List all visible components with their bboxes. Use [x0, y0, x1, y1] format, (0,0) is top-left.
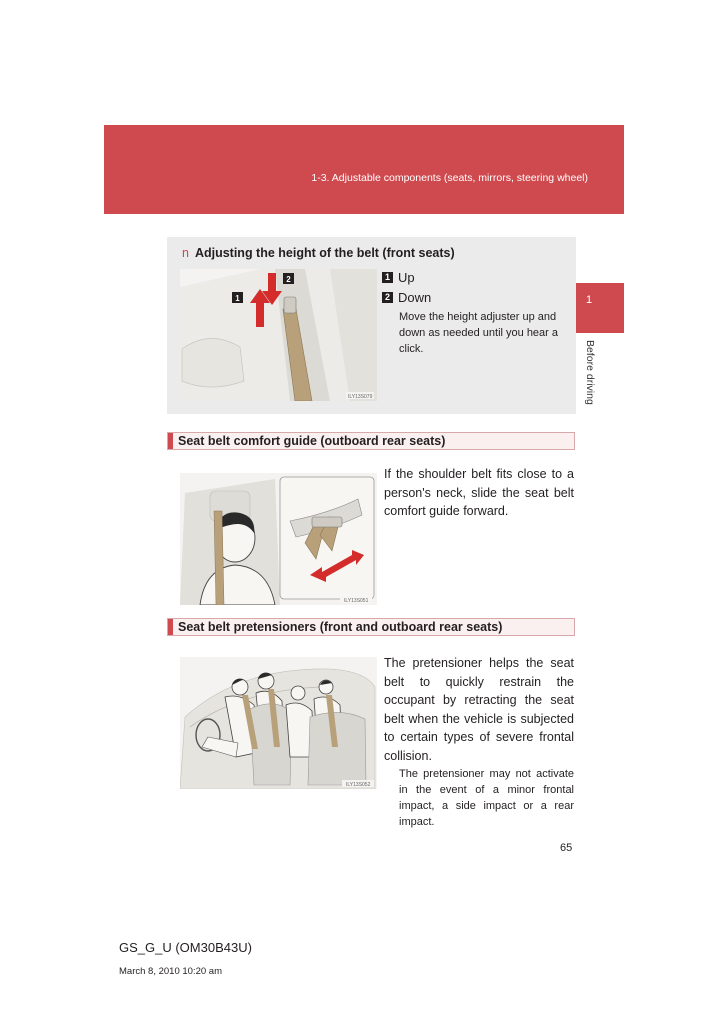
figure-code: ILY13S052 [346, 782, 371, 788]
height-adjust-note: Move the height adjuster up and down as needed until you hear a click. [399, 311, 559, 355]
pretensioners-note: The pretensioner may not activate in the event of a minor frontal impact, a side impact or a rear impact. [399, 768, 574, 828]
number-badge-icon: 1 [382, 272, 393, 283]
legend-item-up [382, 267, 431, 287]
chapter-number: 1 [586, 294, 593, 306]
legend-label: Down [398, 289, 432, 305]
figure-code: ILY13S051 [344, 598, 369, 604]
height-adjust-title [182, 246, 455, 260]
page-number: 65 [560, 842, 573, 854]
heading-accent-bar [168, 433, 173, 449]
direction-legend [382, 267, 431, 307]
legend-item-down [382, 287, 431, 307]
heading-accent-bar [168, 619, 173, 635]
belt-height-adjuster-illustration [180, 269, 377, 401]
comfort-guide-heading [167, 432, 575, 450]
legend-label: Up [398, 269, 415, 285]
chapter-tab [576, 283, 624, 333]
pretensioner-occupants-illustration [180, 657, 377, 789]
chapter-header-band [104, 125, 624, 214]
chapter-label: Before driving [584, 340, 596, 405]
bullet-marker: n [182, 246, 189, 260]
comfort-guide-heading-text: Seat belt comfort guide (outboard rear seats) [178, 434, 446, 448]
svg-text:2: 2 [286, 275, 291, 284]
pretensioners-heading [167, 618, 575, 636]
number-badge-icon: 2 [382, 292, 393, 303]
height-adjust-title-text: Adjusting the height of the belt (front seats) [194, 246, 455, 260]
pretensioners-text: The pretensioner helps the seat belt to quickly restrain the occupant by retracting the seat belt when the vehicle is subjected to certain types of severe frontal collision. [384, 656, 574, 763]
svg-text:1: 1 [235, 294, 240, 303]
document-code: GS_G_U (OM30B43U) [119, 940, 252, 955]
pretensioners-heading-text: Seat belt pretensioners (front and outboard rear seats) [178, 620, 503, 634]
comfort-guide-text: If the shoulder belt fits close to a person's neck, slide the seat belt comfort guide forward. [384, 467, 574, 518]
document-date: March 8, 2010 10:20 am [119, 966, 222, 977]
comfort-guide-illustration [180, 473, 377, 605]
breadcrumb: 1-3. Adjustable components (seats, mirrors, steering wheel) [311, 172, 588, 184]
figure-code: ILY13S079 [348, 394, 373, 400]
height-adjust-panel [167, 237, 576, 414]
